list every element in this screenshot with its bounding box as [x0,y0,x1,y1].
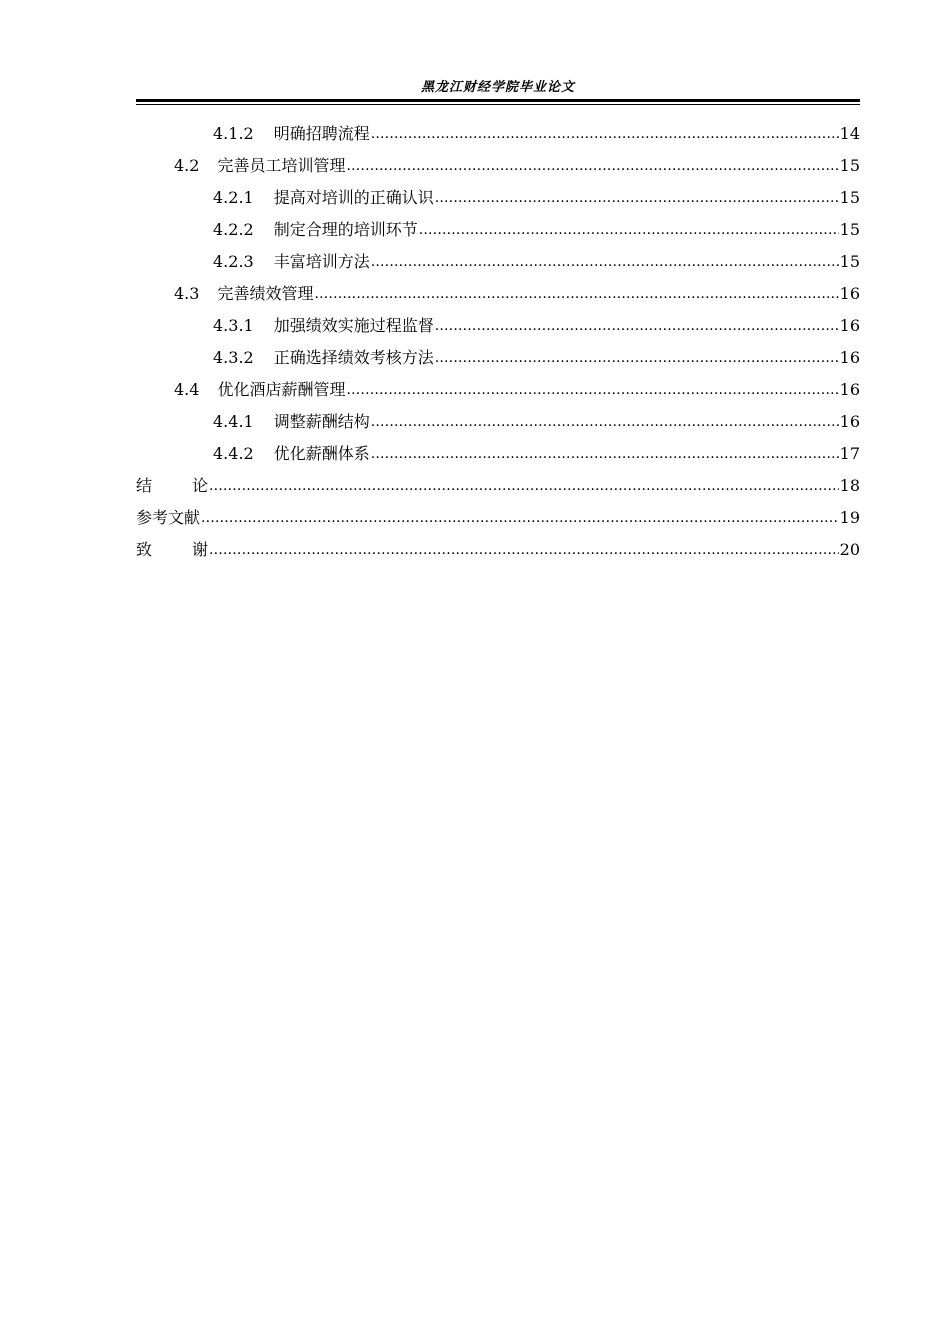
toc-entry-4-4[interactable] [136,374,860,406]
toc-leader-dots [209,476,839,496]
toc-entry-conclusion[interactable] [136,470,860,502]
toc-entry-references[interactable] [136,502,860,534]
toc-leader-dots [435,348,839,368]
toc-page-number: 17 [839,444,860,463]
toc-title: 正确选择绩效考核方法 [273,348,434,367]
toc-title: 调整薪酬结构 [273,412,370,431]
toc-entry-acknowledgements[interactable] [136,534,860,566]
toc-page-number: 15 [839,156,860,175]
toc-entry-4-4-1[interactable] [136,406,860,438]
toc-page-number: 19 [839,508,860,527]
toc-page-number: 15 [839,252,860,271]
toc-title: 优化酒店薪酬管理 [217,380,346,399]
toc-title [136,540,208,560]
toc-page-number: 16 [839,316,860,335]
toc-title: 提高对培训的正确认识 [273,188,434,207]
toc-title: 优化薪酬体系 [273,444,370,463]
toc-page-number: 18 [839,476,860,495]
header-rule-thick [136,99,860,102]
toc-number: 4.3.2 [213,348,254,367]
toc-leader-dots [371,124,839,144]
toc-title: 制定合理的培训环节 [273,220,418,239]
toc-entry-4-2-3[interactable] [136,246,860,278]
toc-title: 丰富培训方法 [273,252,370,271]
table-of-contents [136,118,860,566]
toc-title: 参考文献 [136,508,201,527]
toc-entry-4-1-2[interactable] [136,118,860,150]
toc-title [136,476,208,496]
toc-number: 4.2 [174,156,200,175]
toc-title-char: 谢 [192,540,209,559]
toc-page-number: 16 [839,412,860,431]
toc-number: 4.3 [174,284,200,303]
toc-leader-dots [371,444,839,464]
toc-title-char: 论 [192,476,209,495]
toc-title-char: 结 [136,476,153,495]
toc-leader-dots [201,508,839,528]
toc-number: 4.3.1 [213,316,254,335]
toc-entry-4-2-1[interactable] [136,182,860,214]
toc-page-number: 14 [839,124,860,143]
toc-number: 4.4.1 [213,412,254,431]
toc-number: 4.4.2 [213,444,254,463]
header-title: 黑龙江财经学院毕业论文 [420,80,575,95]
toc-leader-dots [371,252,839,272]
toc-title: 加强绩效实施过程监督 [273,316,434,335]
toc-leader-dots [371,412,839,432]
toc-leader-dots [435,316,839,336]
toc-entry-4-3[interactable] [136,278,860,310]
toc-title: 完善绩效管理 [217,284,314,303]
toc-leader-dots [314,284,838,304]
toc-entry-4-3-1[interactable] [136,310,860,342]
toc-page-number: 15 [839,188,860,207]
toc-number: 4.2.1 [213,188,254,207]
toc-page-number: 16 [839,380,860,399]
toc-number: 4.1.2 [213,124,254,143]
toc-title-char: 致 [136,540,153,559]
toc-title: 明确招聘流程 [273,124,370,143]
page-header [136,78,860,102]
toc-leader-dots [419,220,839,240]
toc-number: 4.2.3 [213,252,254,271]
toc-entry-4-2[interactable] [136,150,860,182]
toc-title: 完善员工培训管理 [217,156,346,175]
toc-page-number: 15 [839,220,860,239]
toc-number: 4.2.2 [213,220,254,239]
toc-leader-dots [346,380,838,400]
toc-entry-4-4-2[interactable] [136,438,860,470]
toc-leader-dots [209,540,839,560]
header-rule-thin [136,104,860,105]
toc-entry-4-3-2[interactable] [136,342,860,374]
toc-page-number: 16 [839,348,860,367]
toc-leader-dots [435,188,839,208]
toc-number: 4.4 [174,380,200,399]
toc-page-number: 20 [839,540,860,559]
toc-page-number: 16 [839,284,860,303]
toc-entry-4-2-2[interactable] [136,214,860,246]
toc-leader-dots [346,156,838,176]
